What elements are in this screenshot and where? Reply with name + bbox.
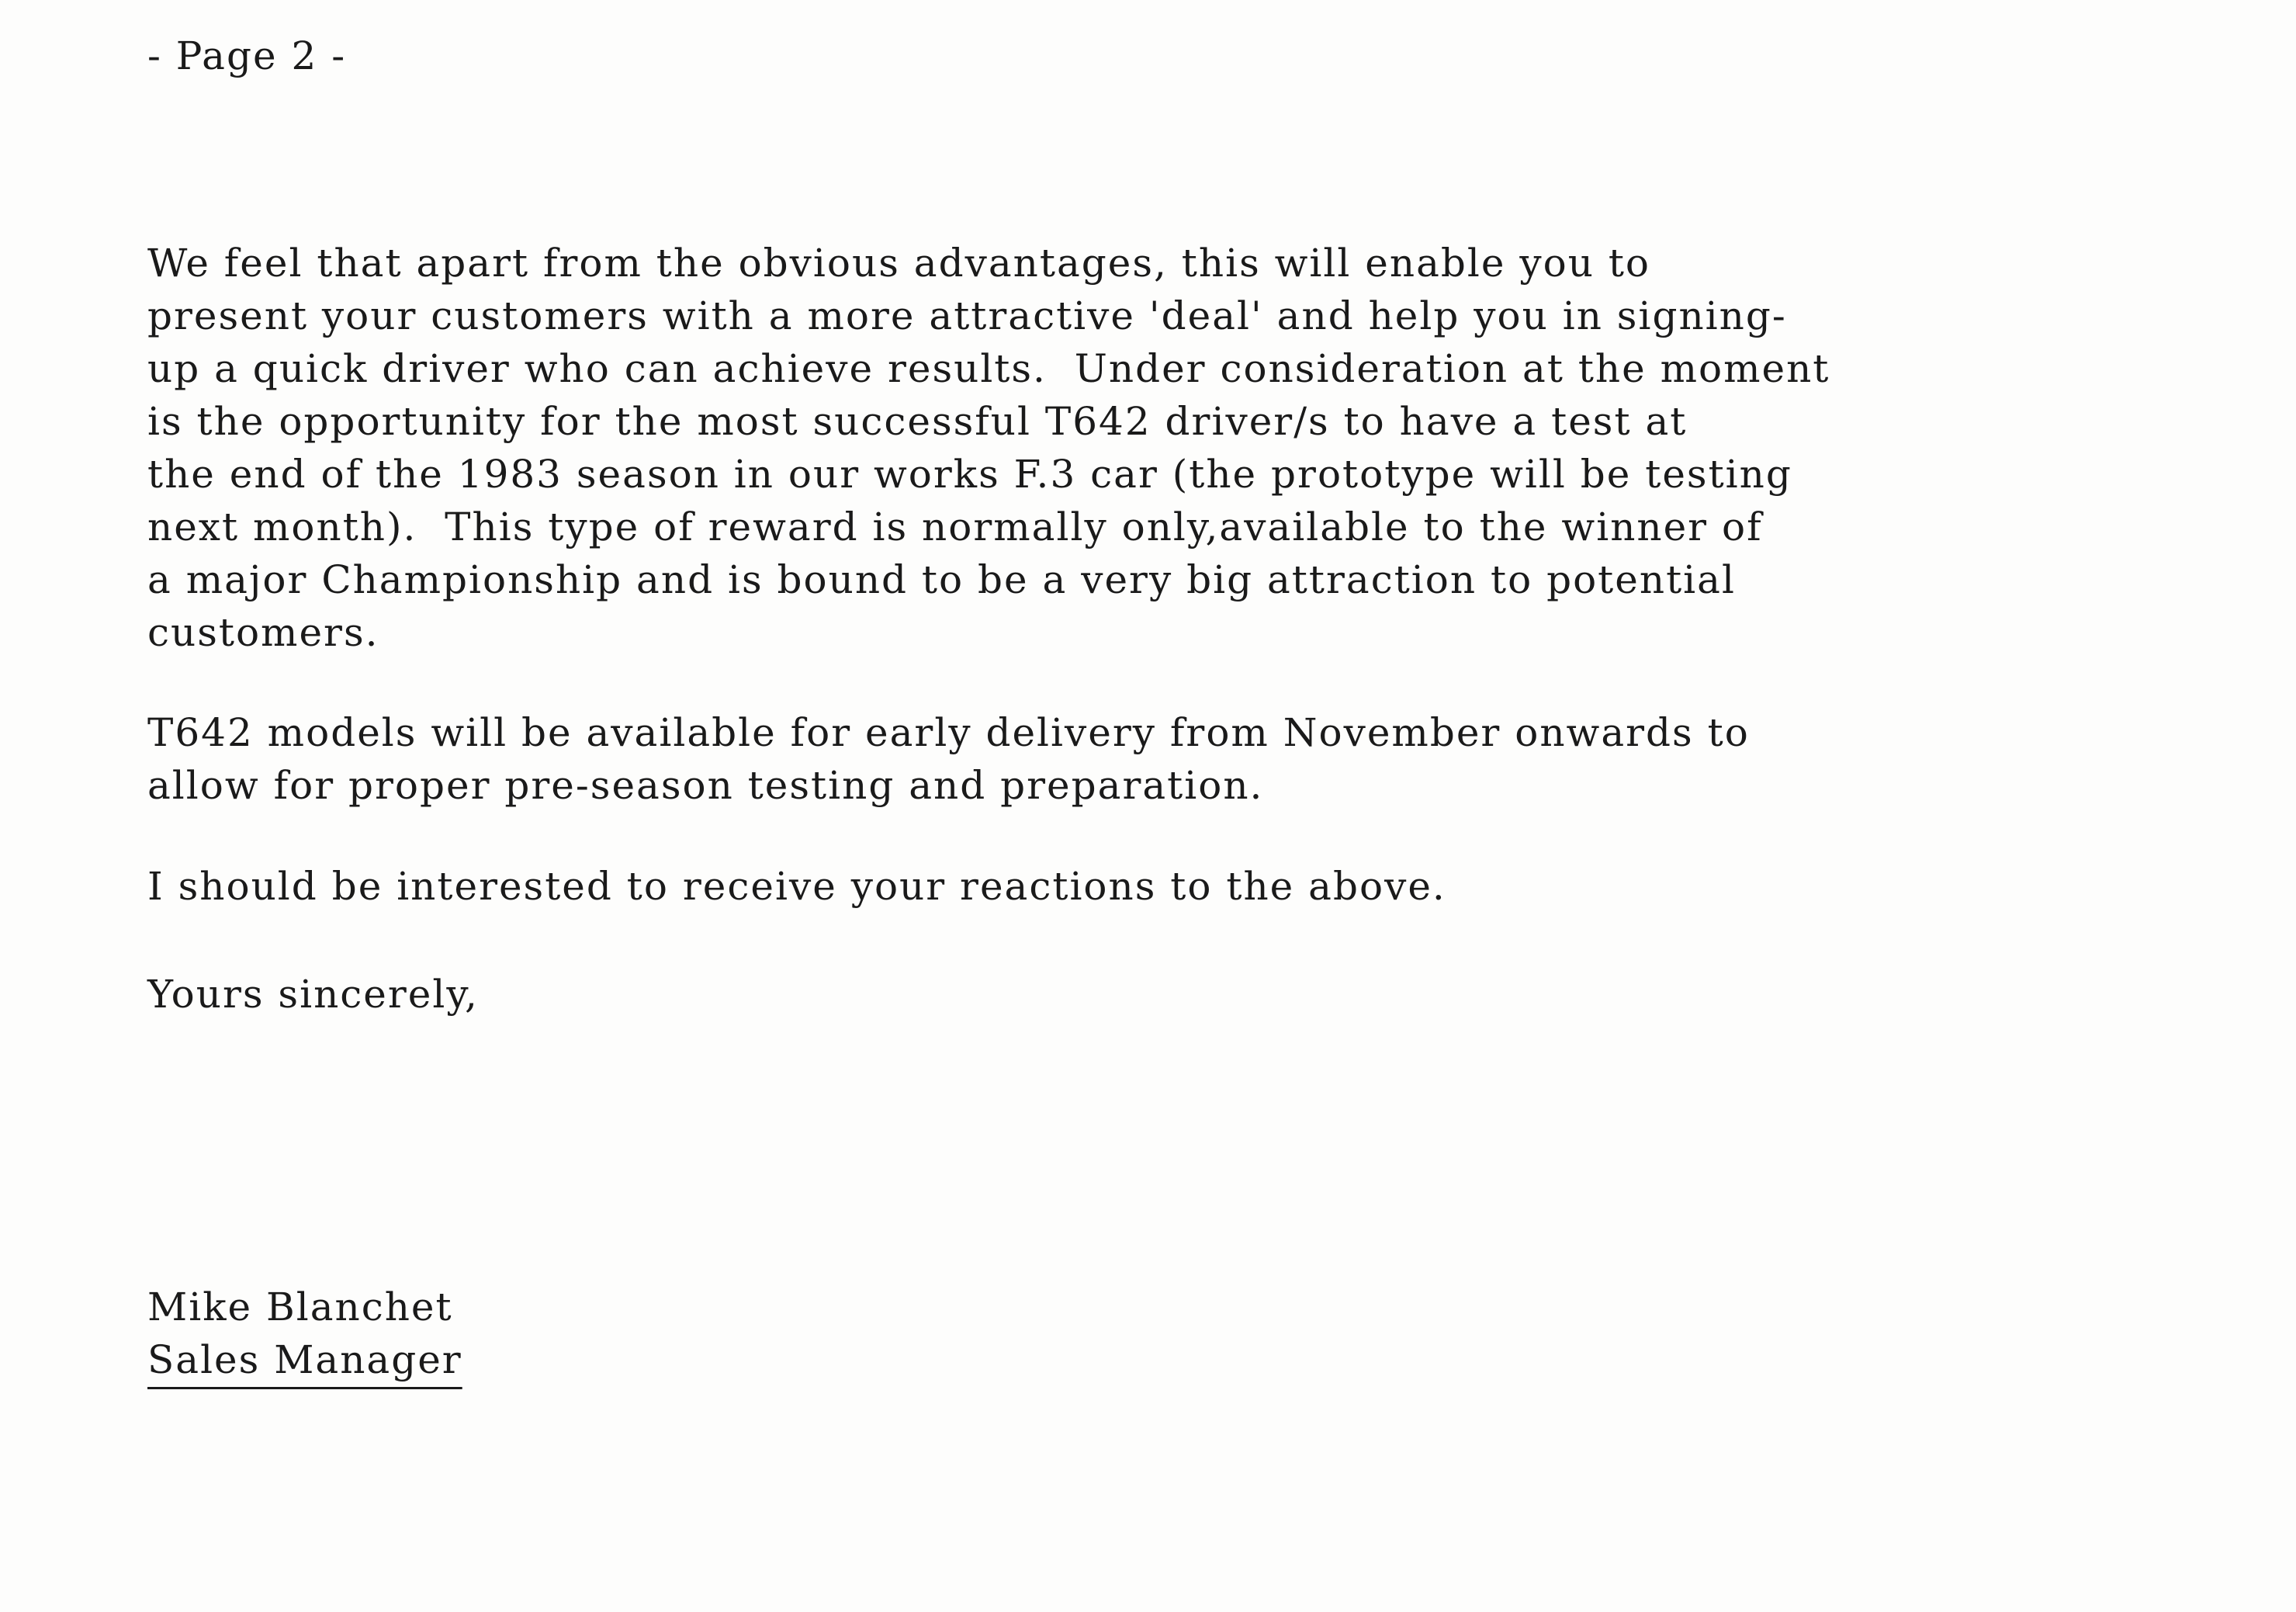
- paragraph-2-line-2: allow for proper pre-season testing and preparation.: [147, 763, 1264, 808]
- paragraph-2-line-1: T642 models will be available for early delivery from November onwards to: [147, 710, 1750, 755]
- paragraph-1-line-8: customers.: [147, 610, 379, 655]
- paragraph-1-line-4: is the opportunity for the most successful T642 driver/s to have a test at: [147, 399, 1688, 444]
- paragraph-1-line-2: present your customers with a more attractive 'deal' and help you in signing-: [147, 293, 1787, 338]
- closing-salutation: Yours sincerely,: [147, 972, 479, 1017]
- paragraph-1-line-7: a major Championship and is bound to be a very big attraction to potential: [147, 557, 1736, 602]
- signatory-name: Mike Blanchet: [147, 1284, 453, 1329]
- paragraph-3-line-1: I should be interested to receive your reactions to the above.: [147, 864, 1446, 909]
- paragraph-1-line-5: the end of the 1983 season in our works F.3 car (the prototype will be testing: [147, 452, 1792, 497]
- signatory-title: Sales Manager: [147, 1337, 462, 1382]
- page-number-header: - Page 2 -: [147, 33, 347, 78]
- paragraph-1-line-6: next month). This type of reward is normally only,available to the winner of: [147, 504, 1763, 549]
- paragraph-1-line-1: We feel that apart from the obvious advantages, this will enable you to: [147, 241, 1651, 286]
- paragraph-1-line-3: up a quick driver who can achieve results. Under consideration at the moment: [147, 346, 1830, 391]
